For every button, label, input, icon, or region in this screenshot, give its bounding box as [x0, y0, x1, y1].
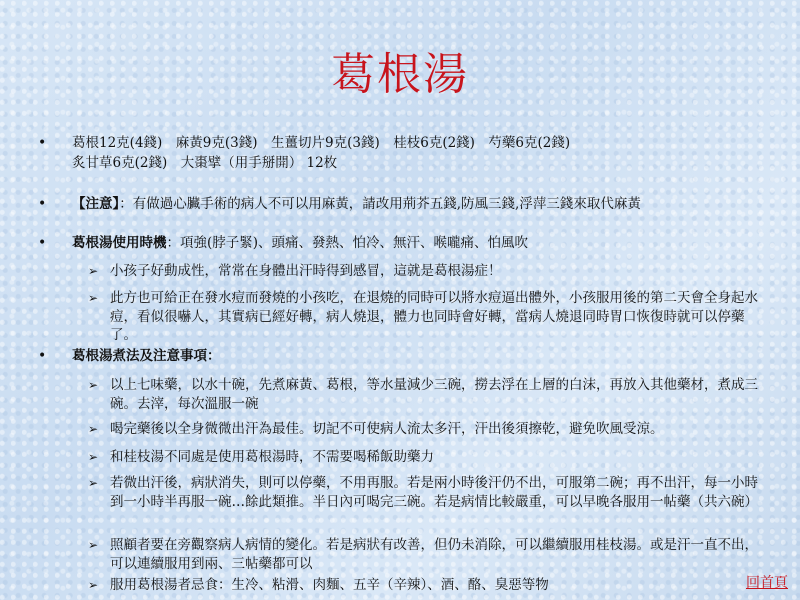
arrow-icon: ➢ [88, 538, 99, 552]
arrow-icon: ➢ [88, 378, 99, 392]
note-body: ：有做過心臟手術的病人不可以用麻黃，請改用荊芥五錢,防風三錢,浮萍三錢來取代麻黃 [119, 196, 641, 212]
method-item-text: 喝完藥後以全身微微出汗為最佳。切記不可使病人流太多汗，汗出後須擦乾，避免吹風受涼。 [110, 421, 664, 437]
arrow-icon: ➢ [88, 578, 99, 592]
ingredients-line-1: 葛根12克(4錢) 麻黃9克(3錢) 生薑切片9克(3錢) 桂枝6克(2錢) 芍藥6克(2錢) [72, 135, 571, 151]
usage-label: 葛根湯使用時機 [72, 235, 167, 251]
bullet-dot: • [38, 135, 47, 151]
usage-body: ：項強(脖子緊)、頭痛、發熱、怕冷、無汗、喉嚨痛、怕風吹 [166, 235, 529, 251]
ingredients-line-2: 炙甘草6克(2錢) 大棗擘（用手掰開） 12枚 [72, 155, 338, 171]
usage-text [72, 234, 528, 253]
arrow-icon: ➢ [88, 450, 99, 464]
bullet-dot: • [38, 348, 47, 364]
arrow-icon: ➢ [88, 291, 99, 305]
arrow-icon: ➢ [88, 476, 99, 490]
usage-item-text: 小孩子好動成性，常常在身體出汗時得到感冒，這就是葛根湯症！ [110, 263, 502, 279]
arrow-icon: ➢ [88, 422, 99, 436]
note-text [72, 195, 641, 214]
method-item-text: 若微出汗後，病狀消失，則可以停藥，不用再服。若是兩小時後汗仍不出，可服第二碗；再不出汗，每一小時到一小時半再服一碗…餘此類推。半日內可喝完三碗。若是病情比較嚴重，可以早晚各服用一帖藥（共六碗） [110, 475, 758, 510]
arrow-icon: ➢ [88, 264, 99, 278]
method-item-text: 以上七味藥，以水十碗，先煮麻黃、葛根，等水量減少三碗，撈去浮在上層的白沫，再放入其他藥材，煮成三碗。去滓，每次溫服一碗 [110, 377, 758, 412]
bullet-dot: • [38, 196, 47, 212]
method-item-text: 和桂枝湯不同處是使用葛根湯時，不需要喝稀飯助藥力 [110, 449, 434, 465]
bullet-dot: • [38, 235, 47, 251]
method-label: 葛根湯煮法及注意事項： [72, 348, 221, 364]
method-item-text: 服用葛根湯者忌食：生冷、粘滑、肉麵、五辛（辛辣）、酒、酪、臭惡等物 [110, 577, 549, 593]
page-title: 葛根湯 [331, 49, 469, 100]
method-item-text: 照顧者要在旁觀察病人病情的變化。若是病狀有改善，但仍未消除，可以繼續服用桂枝湯。或是汗一直不出，可以連續服用到兩、三帖藥都可以 [110, 537, 758, 572]
note-label: 【注意】 [72, 196, 120, 212]
usage-item-text: 此方也可給正在發水痘而發燒的小孩吃，在退燒的同時可以將水痘逼出體外，小孩服用後的第二天會全身起水痘，看似很嚇人，其實病已經好轉，病人燒退，體力也同時會好轉，當病人燒退同時胃口恢復時就可以停藥了。 [110, 290, 758, 343]
home-link[interactable]: 回首頁 [746, 575, 788, 591]
